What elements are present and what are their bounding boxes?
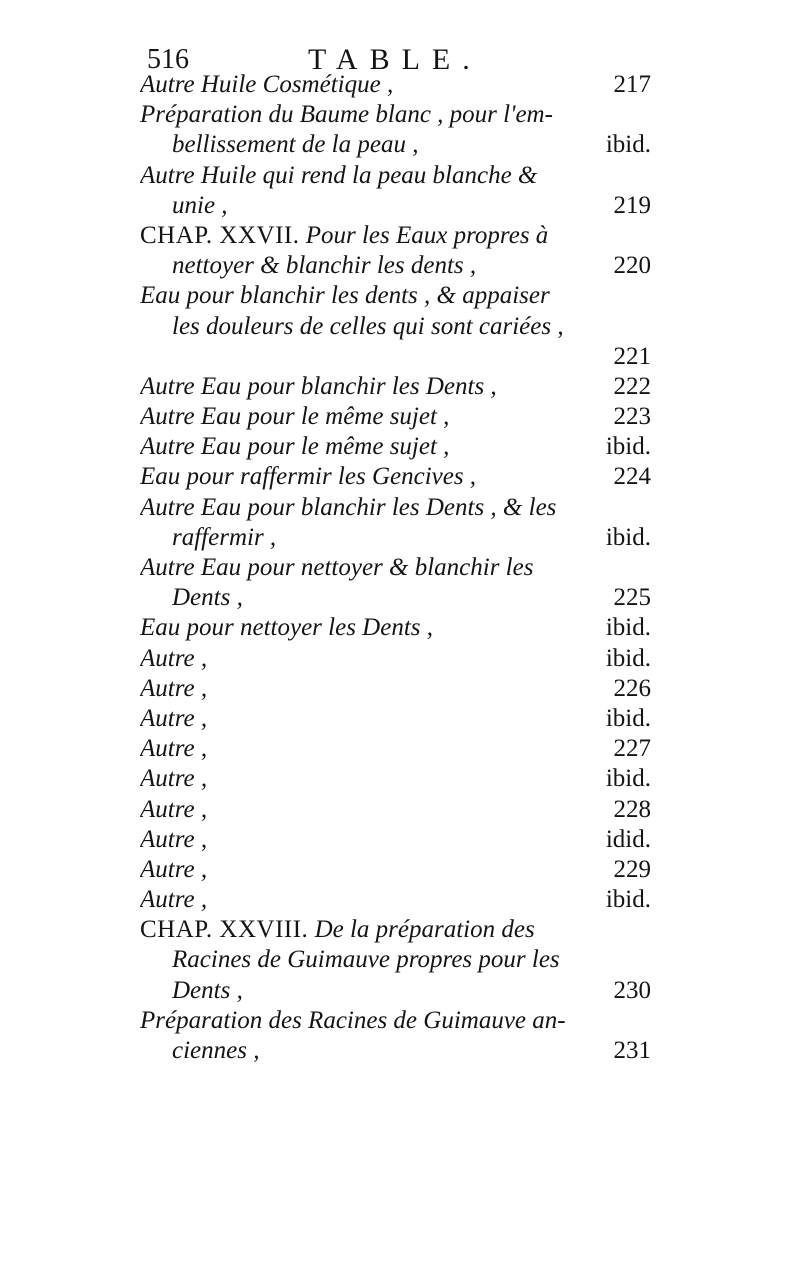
entry-line bbox=[140, 432, 655, 462]
page-reference: 227 bbox=[613, 735, 651, 763]
entry-line bbox=[140, 945, 655, 975]
page-reference: ibid. bbox=[605, 644, 651, 672]
entry-line bbox=[140, 764, 655, 794]
page-reference: 224 bbox=[613, 463, 651, 491]
entry-line bbox=[140, 704, 655, 734]
entry-line bbox=[140, 1006, 655, 1036]
entry-line bbox=[140, 70, 655, 100]
index-entry bbox=[140, 1006, 655, 1066]
index-entry bbox=[140, 372, 655, 402]
entry-text: Eau pour raffermir les Gencives , bbox=[140, 463, 477, 491]
page-reference: ibid. bbox=[605, 704, 651, 732]
entry-line bbox=[140, 674, 655, 704]
entry-text: Pour les Eaux propres à bbox=[305, 221, 549, 249]
page-reference: 226 bbox=[613, 674, 651, 702]
index-entry bbox=[140, 674, 655, 704]
page-reference: 220 bbox=[613, 252, 651, 280]
entry-line bbox=[140, 1036, 655, 1066]
index-entry bbox=[140, 432, 655, 462]
index-entry bbox=[140, 764, 655, 794]
page-reference: 228 bbox=[613, 795, 651, 823]
entry-text: nettoyer & blanchir les dents , bbox=[172, 252, 477, 280]
index-entry bbox=[140, 100, 655, 160]
entry-text: Autre , bbox=[140, 886, 208, 914]
chapter-label: CHAP. XXVIII. bbox=[140, 916, 309, 944]
entry-text: Autre , bbox=[140, 674, 208, 702]
entry-line bbox=[140, 644, 655, 674]
entry-line bbox=[140, 312, 655, 342]
entry-text: Racines de Guimauve propres pour les bbox=[172, 946, 560, 974]
entry-text: Autre , bbox=[140, 644, 208, 672]
index-entry bbox=[140, 553, 655, 613]
index-entry bbox=[140, 855, 655, 885]
chapter-entry bbox=[140, 221, 655, 281]
page-reference: 231 bbox=[613, 1037, 651, 1064]
page-reference: 230 bbox=[613, 976, 651, 1004]
entry-text: Dents , bbox=[172, 976, 243, 1004]
entry-text: Autre , bbox=[140, 735, 208, 763]
entry-text: Autre , bbox=[140, 765, 208, 793]
entry-text: Autre , bbox=[140, 795, 208, 823]
page-reference: ibid. bbox=[605, 765, 651, 793]
entry-text: Autre Eau pour blanchir les Dents , bbox=[140, 372, 497, 400]
entry-text: Autre Huile Cosmétique , bbox=[140, 71, 394, 98]
entry-line bbox=[140, 583, 655, 613]
table-of-contents bbox=[140, 70, 655, 1066]
chapter-label: CHAP. XXVII. bbox=[140, 221, 300, 249]
entry-text: Autre , bbox=[140, 855, 208, 883]
entry-line bbox=[140, 523, 655, 553]
entry-text: Autre , bbox=[140, 704, 208, 732]
entry-line bbox=[140, 251, 655, 281]
page-reference: idid. bbox=[605, 825, 651, 853]
entry-line bbox=[140, 976, 655, 1006]
entry-line bbox=[140, 130, 655, 160]
entry-line bbox=[140, 221, 655, 251]
entry-line bbox=[140, 100, 655, 130]
entry-text: De la préparation des bbox=[314, 916, 535, 944]
entry-line bbox=[140, 553, 655, 583]
index-entry bbox=[140, 885, 655, 915]
page-reference: ibid. bbox=[605, 523, 651, 551]
page-reference: ibid. bbox=[605, 614, 651, 642]
entry-line bbox=[140, 795, 655, 825]
index-entry bbox=[140, 825, 655, 855]
running-title: TABLE. bbox=[308, 43, 482, 76]
index-entry bbox=[140, 161, 655, 221]
page-reference: 229 bbox=[613, 855, 651, 883]
index-entry bbox=[140, 462, 655, 492]
entry-text: bellissement de la peau , bbox=[172, 131, 419, 159]
entry-text: Préparation des Racines de Guimauve an- bbox=[140, 1006, 566, 1034]
entry-line bbox=[140, 885, 655, 915]
index-entry bbox=[140, 70, 655, 100]
index-entry bbox=[140, 644, 655, 674]
entry-line bbox=[140, 372, 655, 402]
entry-text: unie , bbox=[172, 191, 228, 219]
page-number: 516 bbox=[147, 44, 189, 75]
entry-text: Autre Huile qui rend la peau blanche & bbox=[140, 161, 538, 189]
entry-line bbox=[140, 191, 655, 221]
entry-line bbox=[140, 342, 655, 372]
entry-line bbox=[140, 281, 655, 311]
entry-text: Autre Eau pour le même sujet , bbox=[140, 433, 450, 461]
entry-text: Autre Eau pour blanchir les Dents , & les bbox=[140, 493, 557, 521]
entry-text: Eau pour nettoyer les Dents , bbox=[140, 614, 434, 642]
page-reference: 221 bbox=[613, 342, 651, 370]
index-entry bbox=[140, 493, 655, 553]
entry-text: Préparation du Baume blanc , pour l'em- bbox=[140, 101, 553, 129]
chapter-entry bbox=[140, 915, 655, 1006]
entry-line bbox=[140, 402, 655, 432]
page-reference: ibid. bbox=[605, 886, 651, 914]
index-entry bbox=[140, 795, 655, 825]
page-reference: 222 bbox=[613, 372, 651, 400]
entry-line bbox=[140, 613, 655, 643]
entry-text: ciennes , bbox=[172, 1037, 260, 1064]
entry-text: raffermir , bbox=[172, 523, 277, 551]
entry-text: Autre , bbox=[140, 825, 208, 853]
entry-text: Autre Eau pour nettoyer & blanchir les bbox=[140, 554, 534, 581]
entry-text: les douleurs de celles qui sont cariées , bbox=[172, 312, 564, 340]
entry-line bbox=[140, 855, 655, 885]
entry-line bbox=[140, 161, 655, 191]
entry-line bbox=[140, 493, 655, 523]
page-reference: 223 bbox=[613, 403, 651, 431]
entry-line bbox=[140, 825, 655, 855]
index-entry bbox=[140, 281, 655, 372]
page-reference: ibid. bbox=[605, 131, 651, 159]
page-reference: 217 bbox=[613, 71, 651, 98]
entry-line bbox=[140, 915, 655, 945]
page-reference: ibid. bbox=[605, 433, 651, 461]
entry-text: Autre Eau pour le même sujet , bbox=[140, 403, 450, 431]
index-entry bbox=[140, 402, 655, 432]
entry-text: Eau pour blanchir les dents , & appaiser bbox=[140, 282, 550, 310]
entry-line bbox=[140, 462, 655, 492]
page-reference: 219 bbox=[613, 191, 651, 219]
index-entry bbox=[140, 613, 655, 643]
page-reference: 225 bbox=[613, 584, 651, 612]
index-entry bbox=[140, 734, 655, 764]
entry-text: Dents , bbox=[172, 584, 243, 612]
entry-line bbox=[140, 734, 655, 764]
index-entry bbox=[140, 704, 655, 734]
